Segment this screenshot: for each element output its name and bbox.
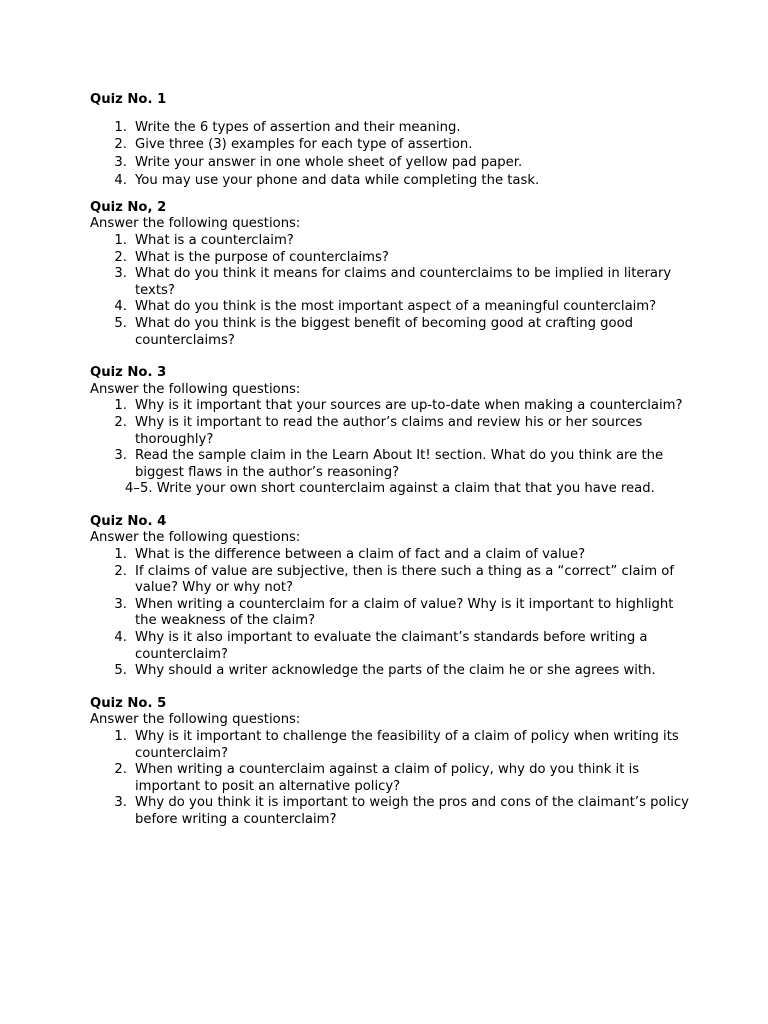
list-item: 1. What is a counterclaim?: [114, 232, 294, 248]
quiz-4-intro: Answer the following questions:: [90, 530, 301, 546]
quiz-1-section: [90, 92, 690, 190]
list-item: 1. What is the difference between a claim of fact and a claim of value?: [114, 547, 586, 563]
list-item: 3. When writing a counterclaim for a claim of value? Why is it important to highlight the weakness of the claim?: [114, 596, 674, 629]
list-item: 3. What do you think it means for claims and counterclaims to be implied in literary texts?: [114, 266, 672, 298]
quiz-5-section: [90, 695, 702, 829]
list-item: 4. You may use your phone and data while completing the task.: [114, 172, 540, 188]
quiz-2-list: [90, 233, 690, 349]
list-item: 3. Why do you think it is important to weigh the pros and cons of the claimant’s policy before writing a counterclaim?: [114, 795, 702, 827]
quiz-4-section: [90, 514, 690, 680]
list-item: 5. Why should a writer acknowledge the parts of the claim he or she agrees with.: [114, 663, 656, 679]
quiz-3-intro: Answer the following questions:: [90, 381, 301, 397]
quiz-1-list: [90, 119, 690, 190]
list-item: 4. Why is it also important to evaluate the claimant’s standards before writing a counterclaim?: [114, 630, 648, 662]
quiz-4-list: [90, 547, 690, 680]
document-page: [90, 92, 702, 829]
quiz-3-list: [90, 398, 690, 481]
list-item: 3. Read the sample claim in the Learn About It! section. What do you think are the biggest flaws in the author’s reasoning?: [114, 448, 664, 480]
quiz-5-intro: Answer the following questions:: [90, 712, 301, 728]
list-item: 1. Why is it important to challenge the feasibility of a claim of policy when writing its counterclaim?: [114, 729, 679, 761]
list-item: 2. What is the purpose of counterclaims?: [114, 249, 389, 265]
quiz-3-extra-item: 4–5. Write your own short counterclaim against a claim that that you have read.: [125, 481, 655, 497]
quiz-3-section: [90, 365, 690, 498]
quiz-3-title: Quiz No. 3: [90, 365, 167, 381]
list-item: 2. Why is it important to read the author’s claims and review his or her sources thoroughly?: [114, 414, 643, 447]
list-item: 4. What do you think is the most important aspect of a meaningful counterclaim?: [114, 299, 657, 315]
quiz-2-title: Quiz No, 2: [90, 199, 167, 215]
quiz-5-title: Quiz No. 5: [90, 695, 167, 711]
list-item: 2. Give three (3) examples for each type of assertion.: [114, 137, 473, 153]
quiz-1-title: Quiz No. 1: [90, 92, 167, 107]
quiz-2-section: [90, 200, 690, 349]
quiz-5-list: [90, 729, 702, 829]
list-item: 2. When writing a counterclaim against a claim of policy, why do you think it is important to posit an alternative policy?: [114, 762, 640, 794]
list-item: 2. If claims of value are subjective, then is there such a thing as a “correct” claim of value? Why or why not?: [114, 563, 674, 596]
list-item: 3. Write your answer in one whole sheet of yellow pad paper.: [114, 155, 523, 171]
list-item: 1. Write the 6 types of assertion and their meaning.: [114, 119, 461, 135]
quiz-2-intro: Answer the following questions:: [90, 216, 301, 232]
list-item: 1. Why is it important that your sources are up-to-date when making a counterclaim?: [114, 398, 683, 414]
list-item: 5. What do you think is the biggest benefit of becoming good at crafting good counterclaims?: [114, 315, 634, 348]
quiz-4-title: Quiz No. 4: [90, 513, 167, 529]
